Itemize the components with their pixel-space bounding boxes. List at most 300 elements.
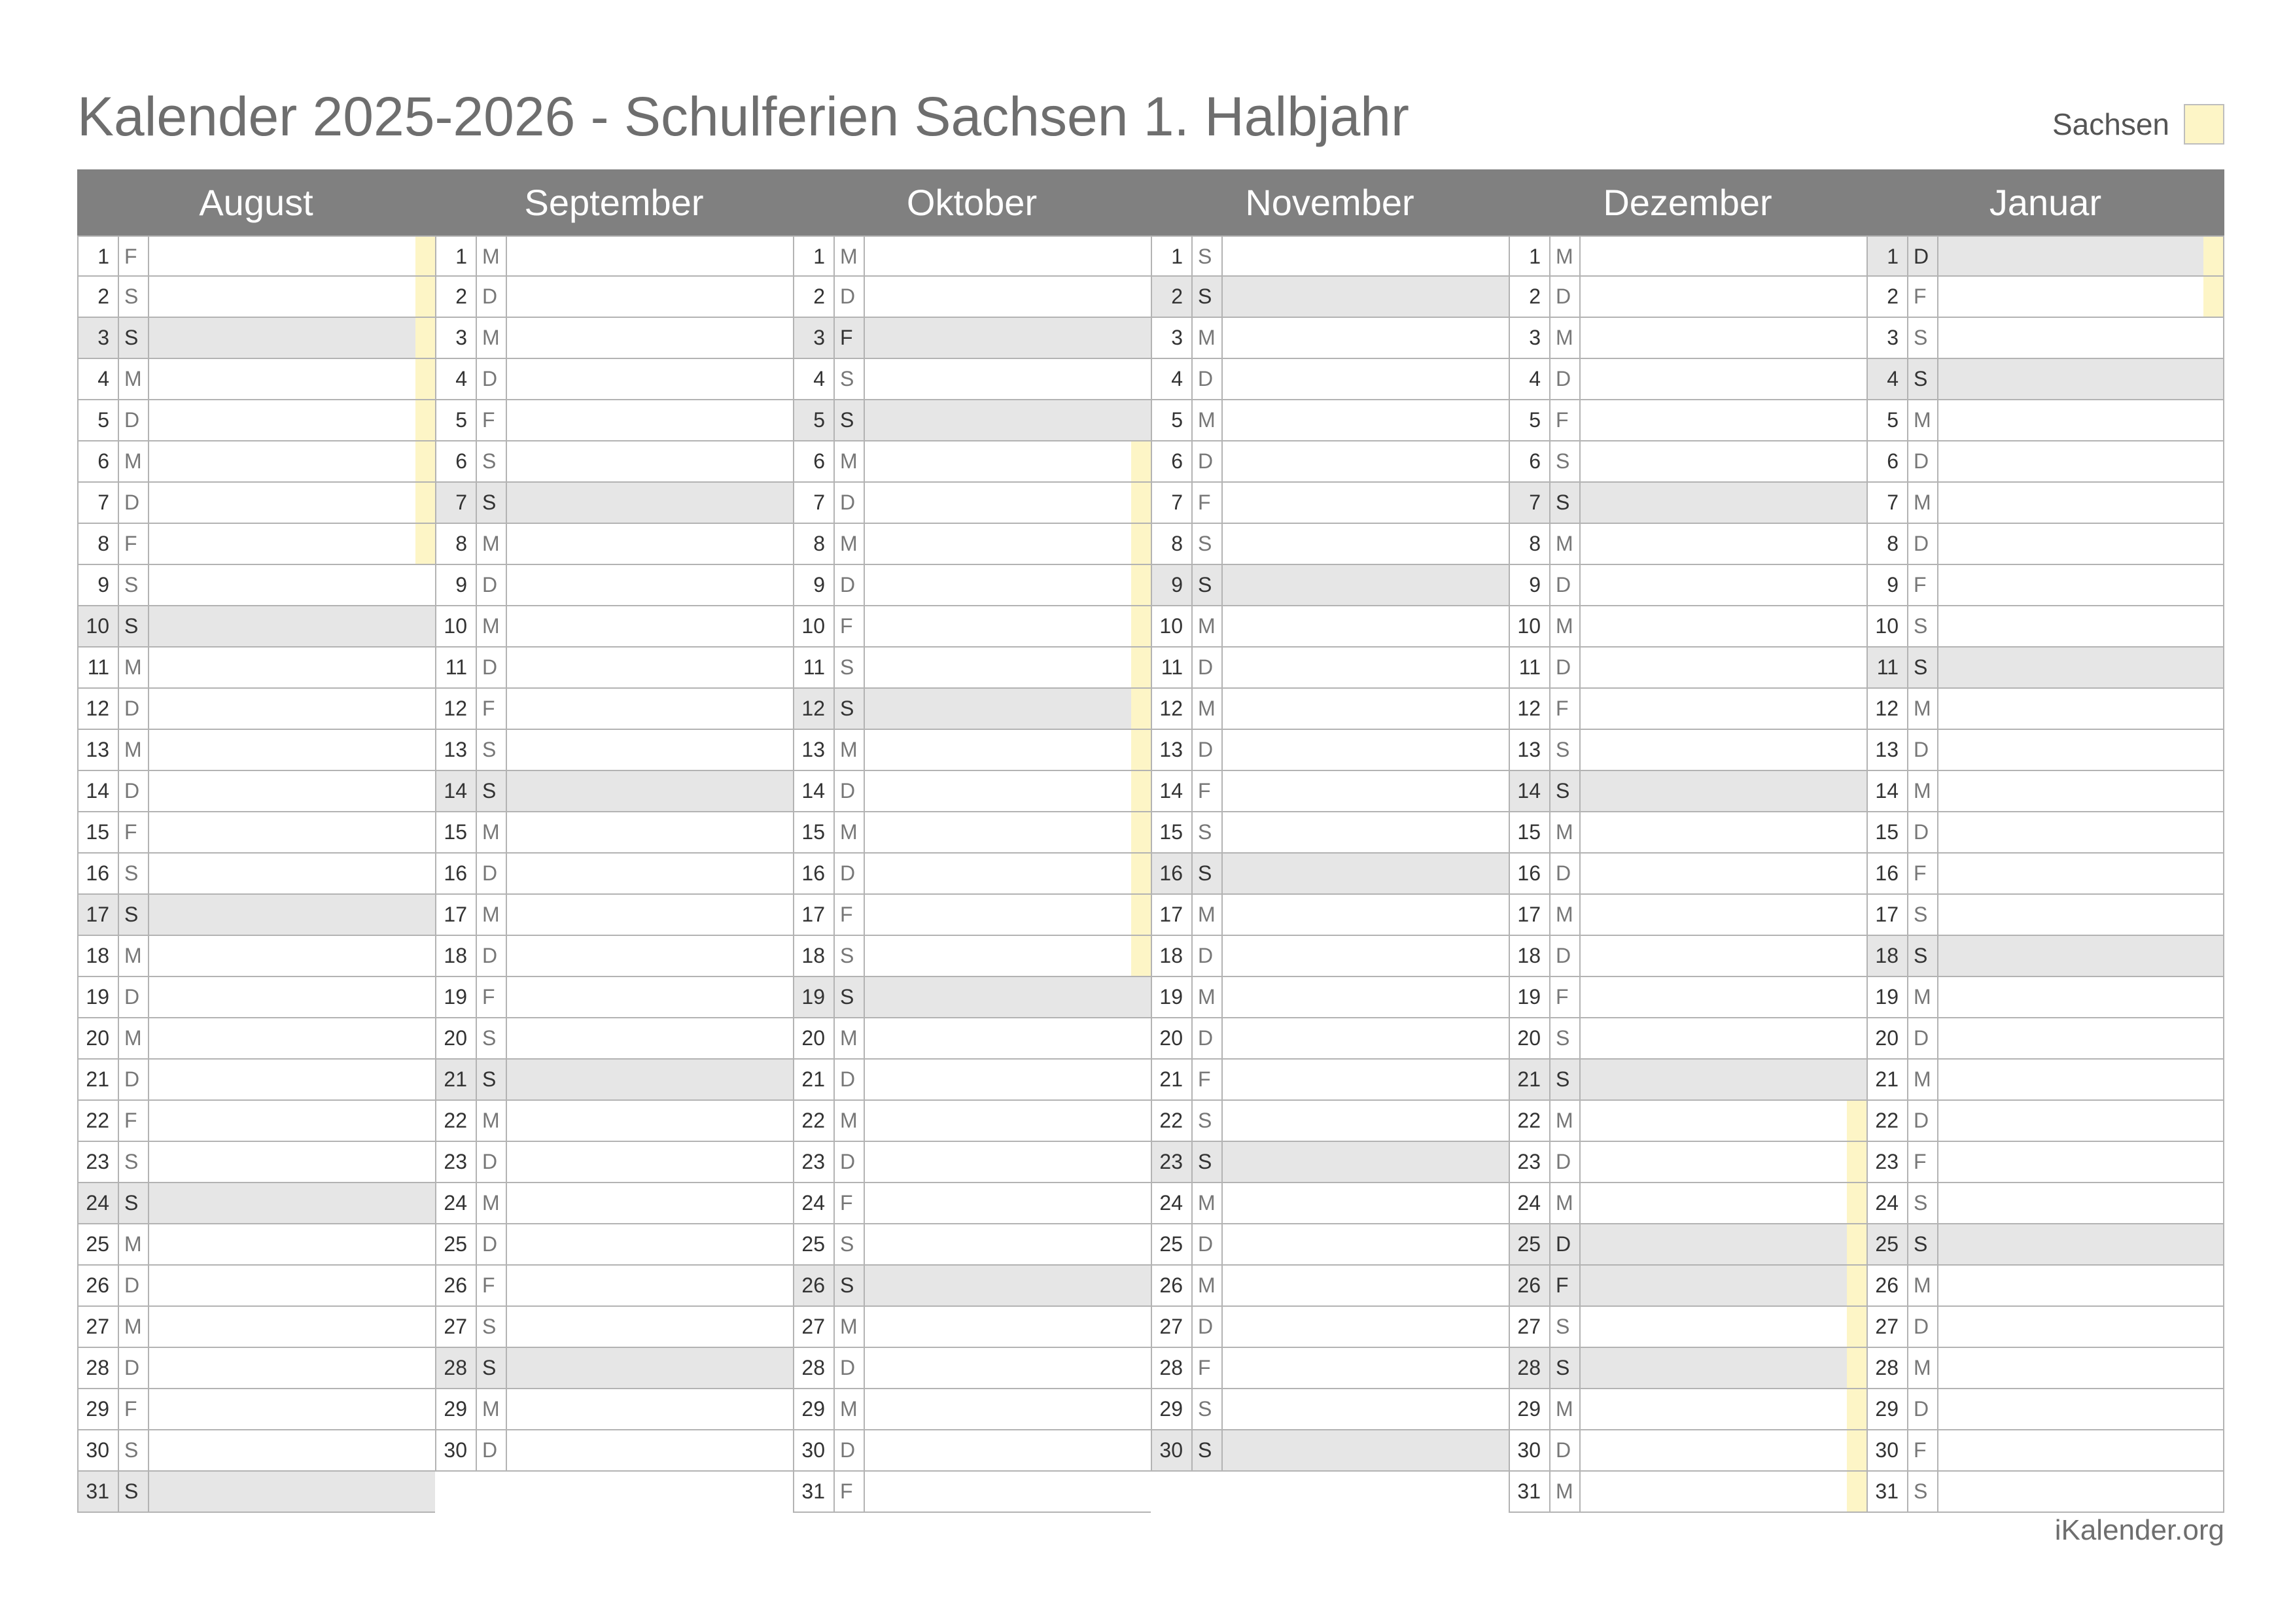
day-row[interactable]	[79, 812, 435, 854]
note-cell[interactable]	[1223, 400, 1509, 440]
day-row[interactable]	[1510, 689, 1866, 730]
note-cell[interactable]	[865, 1266, 1151, 1305]
day-row[interactable]	[1510, 565, 1866, 606]
day-row[interactable]	[1868, 318, 2223, 359]
day-row[interactable]	[1510, 1472, 1866, 1513]
day-row[interactable]	[436, 565, 793, 606]
day-row[interactable]	[436, 1389, 793, 1430]
note-cell[interactable]	[1581, 854, 1866, 893]
day-row[interactable]	[1868, 689, 2223, 730]
note-cell[interactable]	[507, 606, 793, 646]
day-row[interactable]	[1152, 854, 1509, 895]
note-cell[interactable]	[1938, 1348, 2223, 1388]
note-cell[interactable]	[1938, 359, 2223, 399]
day-row[interactable]	[1510, 606, 1866, 648]
note-cell[interactable]	[507, 483, 793, 523]
note-cell[interactable]	[1581, 277, 1866, 317]
day-row[interactable]	[1868, 895, 2223, 936]
day-row[interactable]	[794, 400, 1151, 441]
day-row[interactable]	[436, 977, 793, 1018]
day-row[interactable]	[79, 1183, 435, 1224]
day-row[interactable]	[794, 1472, 1151, 1513]
holiday-note-cell[interactable]	[1581, 1307, 1866, 1347]
note-cell[interactable]	[149, 606, 435, 646]
day-row[interactable]	[1510, 730, 1866, 771]
day-row[interactable]	[794, 359, 1151, 400]
day-row[interactable]	[1868, 1142, 2223, 1183]
note-cell[interactable]	[1938, 400, 2223, 440]
day-row[interactable]	[1868, 1018, 2223, 1060]
day-row[interactable]	[1868, 854, 2223, 895]
day-row[interactable]	[79, 235, 435, 277]
note-cell[interactable]	[149, 771, 435, 811]
note-cell[interactable]	[1223, 359, 1509, 399]
holiday-note-cell[interactable]	[149, 237, 435, 275]
note-cell[interactable]	[865, 1389, 1151, 1429]
holiday-note-cell[interactable]	[149, 441, 435, 481]
day-row[interactable]	[79, 359, 435, 400]
note-cell[interactable]	[1223, 812, 1509, 852]
note-cell[interactable]	[1938, 1101, 2223, 1141]
day-row[interactable]	[1152, 1266, 1509, 1307]
day-row[interactable]	[794, 895, 1151, 936]
day-row[interactable]	[436, 1018, 793, 1060]
day-row[interactable]	[1868, 1224, 2223, 1266]
day-row[interactable]	[1868, 1060, 2223, 1101]
holiday-note-cell[interactable]	[865, 524, 1151, 564]
day-row[interactable]	[1510, 771, 1866, 812]
holiday-note-cell[interactable]	[149, 318, 435, 358]
note-cell[interactable]	[1581, 936, 1866, 976]
day-row[interactable]	[794, 730, 1151, 771]
day-row[interactable]	[1152, 606, 1509, 648]
note-cell[interactable]	[1223, 730, 1509, 770]
day-row[interactable]	[1510, 1430, 1866, 1472]
day-row[interactable]	[1510, 1101, 1866, 1142]
day-row[interactable]	[79, 1472, 435, 1513]
day-row[interactable]	[436, 1060, 793, 1101]
note-cell[interactable]	[507, 1348, 793, 1388]
day-row[interactable]	[436, 483, 793, 524]
holiday-note-cell[interactable]	[1581, 1472, 1866, 1512]
note-cell[interactable]	[507, 1224, 793, 1264]
day-row[interactable]	[79, 1018, 435, 1060]
day-row[interactable]	[1510, 1307, 1866, 1348]
footer-brand[interactable]: iKalender.org	[2054, 1514, 2224, 1546]
day-row[interactable]	[79, 524, 435, 565]
note-cell[interactable]	[149, 854, 435, 893]
day-row[interactable]	[1152, 895, 1509, 936]
note-cell[interactable]	[1581, 359, 1866, 399]
day-row[interactable]	[79, 1307, 435, 1348]
day-row[interactable]	[1152, 1183, 1509, 1224]
day-row[interactable]	[794, 936, 1151, 977]
day-row[interactable]	[79, 977, 435, 1018]
note-cell[interactable]	[865, 359, 1151, 399]
day-row[interactable]	[79, 400, 435, 441]
note-cell[interactable]	[149, 1183, 435, 1223]
note-cell[interactable]	[507, 1266, 793, 1305]
day-row[interactable]	[1152, 1307, 1509, 1348]
day-row[interactable]	[79, 771, 435, 812]
day-row[interactable]	[1510, 812, 1866, 854]
note-cell[interactable]	[1223, 524, 1509, 564]
note-cell[interactable]	[1223, 1183, 1509, 1223]
day-row[interactable]	[1868, 441, 2223, 483]
day-row[interactable]	[794, 1142, 1151, 1183]
holiday-note-cell[interactable]	[1938, 237, 2223, 275]
holiday-note-cell[interactable]	[865, 936, 1151, 976]
note-cell[interactable]	[507, 854, 793, 893]
note-cell[interactable]	[507, 648, 793, 687]
note-cell[interactable]	[865, 1183, 1151, 1223]
note-cell[interactable]	[1223, 1348, 1509, 1388]
day-row[interactable]	[1510, 854, 1866, 895]
note-cell[interactable]	[507, 1101, 793, 1141]
note-cell[interactable]	[507, 277, 793, 317]
day-row[interactable]	[79, 854, 435, 895]
day-row[interactable]	[794, 1060, 1151, 1101]
note-cell[interactable]	[149, 730, 435, 770]
day-row[interactable]	[1510, 359, 1866, 400]
note-cell[interactable]	[149, 977, 435, 1017]
day-row[interactable]	[1510, 1266, 1866, 1307]
note-cell[interactable]	[1581, 318, 1866, 358]
note-cell[interactable]	[507, 936, 793, 976]
day-row[interactable]	[1510, 318, 1866, 359]
day-row[interactable]	[1152, 1142, 1509, 1183]
note-cell[interactable]	[865, 1307, 1151, 1347]
note-cell[interactable]	[865, 277, 1151, 317]
holiday-note-cell[interactable]	[865, 606, 1151, 646]
day-row[interactable]	[1868, 812, 2223, 854]
day-row[interactable]	[1510, 1018, 1866, 1060]
day-row[interactable]	[436, 1266, 793, 1307]
day-row[interactable]	[794, 318, 1151, 359]
day-row[interactable]	[436, 606, 793, 648]
holiday-note-cell[interactable]	[1581, 1224, 1866, 1264]
note-cell[interactable]	[507, 1389, 793, 1429]
holiday-note-cell[interactable]	[865, 483, 1151, 523]
day-row[interactable]	[1868, 1348, 2223, 1389]
note-cell[interactable]	[1223, 936, 1509, 976]
day-row[interactable]	[79, 936, 435, 977]
day-row[interactable]	[794, 1224, 1151, 1266]
note-cell[interactable]	[1223, 977, 1509, 1017]
note-cell[interactable]	[1938, 1142, 2223, 1182]
holiday-note-cell[interactable]	[865, 854, 1151, 893]
note-cell[interactable]	[1938, 441, 2223, 481]
note-cell[interactable]	[1223, 1142, 1509, 1182]
note-cell[interactable]	[1938, 606, 2223, 646]
day-row[interactable]	[794, 1018, 1151, 1060]
note-cell[interactable]	[1938, 977, 2223, 1017]
day-row[interactable]	[1152, 1018, 1509, 1060]
day-row[interactable]	[79, 1389, 435, 1430]
holiday-note-cell[interactable]	[149, 359, 435, 399]
day-row[interactable]	[1152, 483, 1509, 524]
note-cell[interactable]	[1223, 1307, 1509, 1347]
note-cell[interactable]	[1938, 771, 2223, 811]
note-cell[interactable]	[1581, 730, 1866, 770]
note-cell[interactable]	[149, 689, 435, 729]
note-cell[interactable]	[507, 812, 793, 852]
note-cell[interactable]	[507, 771, 793, 811]
day-row[interactable]	[79, 689, 435, 730]
note-cell[interactable]	[1223, 1018, 1509, 1058]
note-cell[interactable]	[149, 1266, 435, 1305]
day-row[interactable]	[794, 524, 1151, 565]
holiday-note-cell[interactable]	[1581, 1266, 1866, 1305]
day-row[interactable]	[79, 730, 435, 771]
note-cell[interactable]	[1581, 895, 1866, 935]
day-row[interactable]	[436, 400, 793, 441]
note-cell[interactable]	[1938, 854, 2223, 893]
day-row[interactable]	[794, 1183, 1151, 1224]
day-row[interactable]	[1152, 689, 1509, 730]
day-row[interactable]	[1152, 359, 1509, 400]
note-cell[interactable]	[865, 318, 1151, 358]
note-cell[interactable]	[507, 1307, 793, 1347]
day-row[interactable]	[79, 1266, 435, 1307]
day-row[interactable]	[1868, 1389, 2223, 1430]
day-row[interactable]	[436, 359, 793, 400]
day-row[interactable]	[79, 606, 435, 648]
day-row[interactable]	[436, 648, 793, 689]
day-row[interactable]	[1510, 277, 1866, 318]
note-cell[interactable]	[149, 1430, 435, 1470]
day-row[interactable]	[1868, 277, 2223, 318]
day-row[interactable]	[436, 1142, 793, 1183]
day-row[interactable]	[1152, 771, 1509, 812]
holiday-note-cell[interactable]	[865, 565, 1151, 605]
day-row[interactable]	[1510, 936, 1866, 977]
note-cell[interactable]	[1581, 1060, 1866, 1099]
holiday-note-cell[interactable]	[865, 812, 1151, 852]
day-row[interactable]	[1868, 1101, 2223, 1142]
note-cell[interactable]	[1938, 1472, 2223, 1512]
day-row[interactable]	[794, 1430, 1151, 1472]
note-cell[interactable]	[1581, 524, 1866, 564]
day-row[interactable]	[1510, 1389, 1866, 1430]
day-row[interactable]	[436, 318, 793, 359]
note-cell[interactable]	[1581, 977, 1866, 1017]
holiday-note-cell[interactable]	[149, 483, 435, 523]
day-row[interactable]	[1152, 730, 1509, 771]
note-cell[interactable]	[1223, 895, 1509, 935]
day-row[interactable]	[1868, 771, 2223, 812]
note-cell[interactable]	[865, 977, 1151, 1017]
day-row[interactable]	[79, 1224, 435, 1266]
note-cell[interactable]	[1581, 648, 1866, 687]
note-cell[interactable]	[1938, 1018, 2223, 1058]
note-cell[interactable]	[1938, 1224, 2223, 1264]
note-cell[interactable]	[865, 237, 1151, 275]
day-row[interactable]	[794, 1101, 1151, 1142]
day-row[interactable]	[794, 235, 1151, 277]
note-cell[interactable]	[1223, 1430, 1509, 1470]
day-row[interactable]	[79, 1142, 435, 1183]
day-row[interactable]	[1868, 565, 2223, 606]
note-cell[interactable]	[1938, 730, 2223, 770]
day-row[interactable]	[79, 277, 435, 318]
day-row[interactable]	[794, 1307, 1151, 1348]
day-row[interactable]	[436, 1183, 793, 1224]
day-row[interactable]	[1152, 400, 1509, 441]
note-cell[interactable]	[149, 1472, 435, 1512]
day-row[interactable]	[436, 1348, 793, 1389]
day-row[interactable]	[1868, 524, 2223, 565]
note-cell[interactable]	[149, 1389, 435, 1429]
day-row[interactable]	[794, 1348, 1151, 1389]
day-row[interactable]	[1152, 648, 1509, 689]
note-cell[interactable]	[1223, 1224, 1509, 1264]
note-cell[interactable]	[1223, 689, 1509, 729]
holiday-note-cell[interactable]	[865, 689, 1151, 729]
day-row[interactable]	[436, 441, 793, 483]
day-row[interactable]	[794, 648, 1151, 689]
day-row[interactable]	[1868, 730, 2223, 771]
day-row[interactable]	[794, 1389, 1151, 1430]
day-row[interactable]	[1868, 483, 2223, 524]
note-cell[interactable]	[507, 524, 793, 564]
day-row[interactable]	[79, 483, 435, 524]
day-row[interactable]	[1152, 524, 1509, 565]
note-cell[interactable]	[865, 400, 1151, 440]
day-row[interactable]	[1152, 318, 1509, 359]
day-row[interactable]	[79, 318, 435, 359]
note-cell[interactable]	[865, 1060, 1151, 1099]
holiday-note-cell[interactable]	[865, 771, 1151, 811]
note-cell[interactable]	[1223, 483, 1509, 523]
note-cell[interactable]	[507, 895, 793, 935]
day-row[interactable]	[1510, 483, 1866, 524]
holiday-note-cell[interactable]	[1581, 1348, 1866, 1388]
note-cell[interactable]	[149, 936, 435, 976]
note-cell[interactable]	[1938, 1266, 2223, 1305]
holiday-note-cell[interactable]	[1581, 1389, 1866, 1429]
day-row[interactable]	[436, 730, 793, 771]
note-cell[interactable]	[1938, 1307, 2223, 1347]
day-row[interactable]	[1152, 936, 1509, 977]
note-cell[interactable]	[1223, 1389, 1509, 1429]
day-row[interactable]	[79, 565, 435, 606]
holiday-note-cell[interactable]	[149, 277, 435, 317]
note-cell[interactable]	[1938, 318, 2223, 358]
note-cell[interactable]	[507, 359, 793, 399]
day-row[interactable]	[79, 1060, 435, 1101]
note-cell[interactable]	[149, 1101, 435, 1141]
day-row[interactable]	[1152, 1060, 1509, 1101]
note-cell[interactable]	[865, 1101, 1151, 1141]
note-cell[interactable]	[1223, 854, 1509, 893]
day-row[interactable]	[1152, 812, 1509, 854]
day-row[interactable]	[1152, 277, 1509, 318]
note-cell[interactable]	[1938, 565, 2223, 605]
note-cell[interactable]	[1938, 1183, 2223, 1223]
day-row[interactable]	[1510, 1183, 1866, 1224]
day-row[interactable]	[1868, 1183, 2223, 1224]
note-cell[interactable]	[1938, 1389, 2223, 1429]
day-row[interactable]	[436, 524, 793, 565]
note-cell[interactable]	[865, 1348, 1151, 1388]
note-cell[interactable]	[1581, 812, 1866, 852]
note-cell[interactable]	[1938, 524, 2223, 564]
day-row[interactable]	[79, 1101, 435, 1142]
note-cell[interactable]	[149, 895, 435, 935]
day-row[interactable]	[1868, 648, 2223, 689]
note-cell[interactable]	[507, 689, 793, 729]
day-row[interactable]	[1868, 1430, 2223, 1472]
note-cell[interactable]	[865, 1142, 1151, 1182]
day-row[interactable]	[1868, 977, 2223, 1018]
day-row[interactable]	[436, 1430, 793, 1472]
note-cell[interactable]	[1581, 689, 1866, 729]
note-cell[interactable]	[1223, 318, 1509, 358]
day-row[interactable]	[794, 565, 1151, 606]
day-row[interactable]	[1868, 400, 2223, 441]
note-cell[interactable]	[507, 1018, 793, 1058]
note-cell[interactable]	[1938, 648, 2223, 687]
note-cell[interactable]	[1938, 689, 2223, 729]
note-cell[interactable]	[1938, 1060, 2223, 1099]
note-cell[interactable]	[1581, 237, 1866, 275]
note-cell[interactable]	[1581, 483, 1866, 523]
note-cell[interactable]	[507, 1060, 793, 1099]
note-cell[interactable]	[507, 730, 793, 770]
note-cell[interactable]	[1581, 606, 1866, 646]
note-cell[interactable]	[507, 237, 793, 275]
note-cell[interactable]	[1938, 1430, 2223, 1470]
day-row[interactable]	[794, 441, 1151, 483]
day-row[interactable]	[79, 441, 435, 483]
holiday-note-cell[interactable]	[1938, 277, 2223, 317]
note-cell[interactable]	[149, 1348, 435, 1388]
day-row[interactable]	[1152, 1389, 1509, 1430]
day-row[interactable]	[436, 689, 793, 730]
note-cell[interactable]	[1223, 1060, 1509, 1099]
day-row[interactable]	[794, 977, 1151, 1018]
day-row[interactable]	[436, 895, 793, 936]
note-cell[interactable]	[865, 1472, 1151, 1512]
holiday-note-cell[interactable]	[149, 400, 435, 440]
day-row[interactable]	[436, 235, 793, 277]
note-cell[interactable]	[507, 565, 793, 605]
holiday-note-cell[interactable]	[865, 441, 1151, 481]
note-cell[interactable]	[1223, 606, 1509, 646]
day-row[interactable]	[1510, 400, 1866, 441]
day-row[interactable]	[794, 606, 1151, 648]
note-cell[interactable]	[149, 648, 435, 687]
day-row[interactable]	[436, 812, 793, 854]
note-cell[interactable]	[1938, 483, 2223, 523]
day-row[interactable]	[1152, 1348, 1509, 1389]
day-row[interactable]	[1510, 895, 1866, 936]
note-cell[interactable]	[149, 1224, 435, 1264]
note-cell[interactable]	[1223, 277, 1509, 317]
note-cell[interactable]	[1223, 565, 1509, 605]
day-row[interactable]	[436, 1307, 793, 1348]
day-row[interactable]	[1868, 1307, 2223, 1348]
day-row[interactable]	[436, 936, 793, 977]
note-cell[interactable]	[1581, 1018, 1866, 1058]
day-row[interactable]	[1868, 606, 2223, 648]
holiday-note-cell[interactable]	[149, 524, 435, 564]
day-row[interactable]	[1510, 441, 1866, 483]
note-cell[interactable]	[507, 318, 793, 358]
holiday-note-cell[interactable]	[865, 895, 1151, 935]
day-row[interactable]	[1152, 1430, 1509, 1472]
